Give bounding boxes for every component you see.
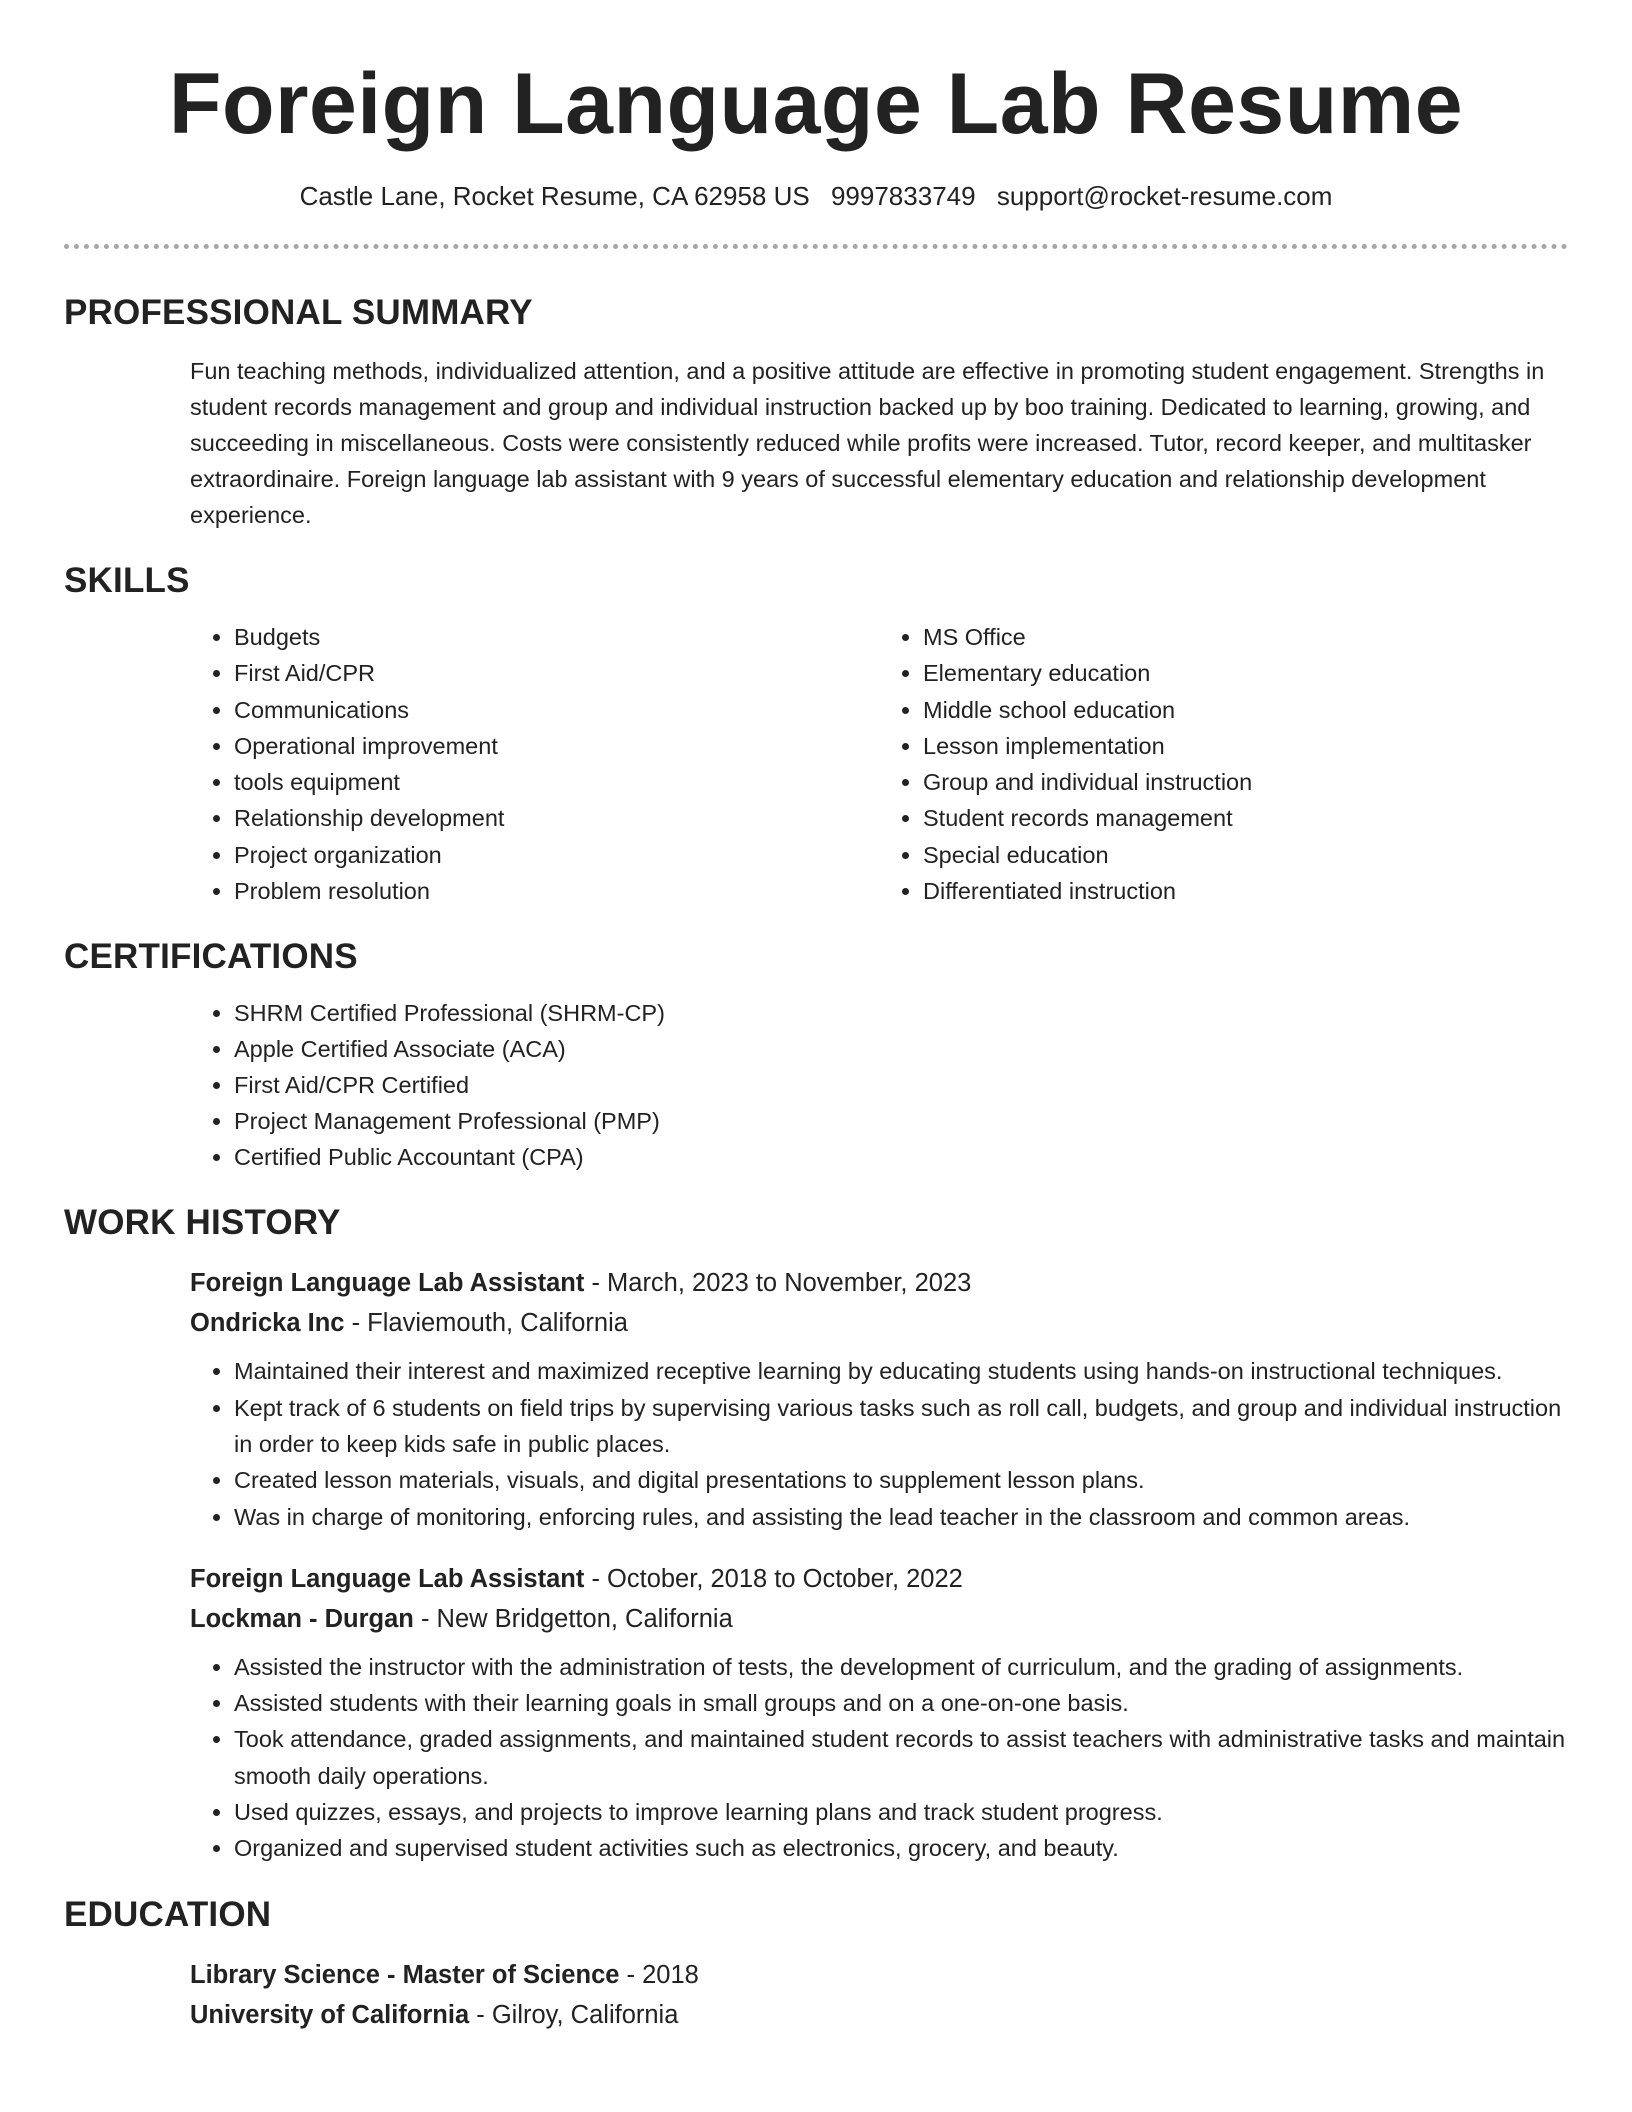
job-bullets: [190, 1353, 1568, 1534]
job-company: Ondricka Inc: [190, 1309, 345, 1338]
work-history-section: [64, 1263, 1568, 1866]
certifications-list: [190, 995, 1568, 1175]
job-bullet: • Maintained their interest and maximized receptive learning by educating students using hands-on instructional techniques.: [234, 1353, 1568, 1389]
skill-item: • Student records management: [923, 800, 1568, 836]
contact-email: support@rocket-resume.com: [996, 181, 1333, 211]
job-company-line: [190, 1303, 1568, 1343]
contact-line: [64, 178, 1568, 214]
certifications-section: [64, 995, 1568, 1175]
skill-item: • tools equipment: [234, 764, 879, 800]
skill-item: • Problem resolution: [234, 873, 879, 909]
job-bullet: • Kept track of 6 students on field trips by supervising various tasks such as roll call, budgets, and group and individual instruction in order to keep kids safe in public places.: [234, 1390, 1568, 1463]
education-school-line: [190, 1995, 1568, 2035]
summary-heading: PROFESSIONAL SUMMARY: [64, 293, 533, 332]
skill-item: • First Aid/CPR: [234, 655, 879, 691]
contact-phone: 9997833749: [830, 181, 976, 211]
resume-page: [64, 0, 1568, 2035]
job-location: - New Bridgetton, California: [413, 1604, 733, 1633]
education-entry: [190, 1955, 1568, 2035]
skill-item: • Group and individual instruction: [923, 764, 1568, 800]
education-heading: EDUCATION: [64, 1894, 272, 1934]
skill-item: • Operational improvement: [234, 728, 879, 764]
job-bullet: • Organized and supervised student activities such as electronics, grocery, and beauty.: [234, 1830, 1568, 1866]
skill-item: • Special education: [923, 837, 1568, 873]
job-dates: - October, 2018 to October, 2022: [584, 1564, 963, 1593]
skills-list-left: [190, 619, 879, 909]
summary-text: Fun teaching methods, individualized attention, and a positive attitude are effective in promoting student engagement. Strengths in student records management and group and individual instruction backed up by boo training. Dedicated to learning, growing, and succeeding in miscellaneous. Costs were consistently reduced while profits were increased. Tutor, record keeper, and multitasker extraordinaire. Foreign language lab assistant with 9 years of successful elementary education and relationship development experience.: [190, 358, 1545, 528]
skill-item: • Budgets: [234, 619, 879, 655]
job-title-line: [190, 1559, 1568, 1599]
certification-item: • Project Management Professional (PMP): [234, 1103, 1568, 1139]
contact-address: Castle Lane, Rocket Resume, CA 62958 US: [299, 181, 810, 211]
job-entry: [190, 1559, 1568, 1867]
education-school: University of California: [190, 2000, 470, 2029]
education-section: [64, 1955, 1568, 2035]
skill-item: • Middle school education: [923, 692, 1568, 728]
job-bullets: [190, 1649, 1568, 1867]
skills-section: [64, 619, 1568, 909]
job-bullet: • Created lesson materials, visuals, and digital presentations to supplement lesson plans.: [234, 1462, 1568, 1498]
job-bullet: • Assisted the instructor with the administration of tests, the development of curriculum, and the grading of assignments.: [234, 1649, 1568, 1685]
certification-item: • Certified Public Accountant (CPA): [234, 1139, 1568, 1175]
education-location: - Gilroy, California: [469, 2000, 679, 2029]
job-dates: - March, 2023 to November, 2023: [584, 1269, 972, 1298]
skill-item: • Differentiated instruction: [923, 873, 1568, 909]
education-degree-line: [190, 1955, 1568, 1995]
certification-item: • First Aid/CPR Certified: [234, 1067, 1568, 1103]
header-divider: [64, 244, 1568, 249]
education-year: - 2018: [619, 1960, 699, 1989]
certifications-heading: CERTIFICATIONS: [64, 937, 358, 977]
work-history-heading: WORK HISTORY: [64, 1203, 341, 1243]
certification-item: • Apple Certified Associate (ACA): [234, 1031, 1568, 1067]
skills-heading: SKILLS: [64, 561, 190, 600]
job-company: Lockman - Durgan: [190, 1604, 414, 1633]
job-entry: [190, 1263, 1568, 1534]
job-company-line: [190, 1599, 1568, 1639]
resume-title: Foreign Language Lab Resume: [168, 56, 1464, 152]
skills-list-right: [879, 619, 1568, 909]
skill-item: • Communications: [234, 692, 879, 728]
job-title-line: [190, 1263, 1568, 1303]
skills-grid: [190, 619, 1568, 909]
job-location: - Flaviemouth, California: [344, 1309, 628, 1338]
job-bullet: • Used quizzes, essays, and projects to improve learning plans and track student progress.: [234, 1794, 1568, 1830]
skill-item: • Relationship development: [234, 800, 879, 836]
job-bullet: • Assisted students with their learning goals in small groups and on a one-on-one basis.: [234, 1685, 1568, 1721]
certification-item: • SHRM Certified Professional (SHRM-CP): [234, 995, 1568, 1031]
job-bullet: • Took attendance, graded assignments, and maintained student records to assist teachers with administrative tasks and maintain smooth daily operations.: [234, 1721, 1568, 1794]
skill-item: • Lesson implementation: [923, 728, 1568, 764]
job-role: Foreign Language Lab Assistant: [190, 1269, 585, 1298]
skill-item: • Project organization: [234, 837, 879, 873]
job-role: Foreign Language Lab Assistant: [190, 1564, 585, 1593]
skill-item: • Elementary education: [923, 655, 1568, 691]
job-bullet: • Was in charge of monitoring, enforcing rules, and assisting the lead teacher in the classroom and common areas.: [234, 1499, 1568, 1535]
summary-section: [64, 353, 1568, 533]
education-degree: Library Science - Master of Science: [190, 1960, 620, 1989]
skill-item: • MS Office: [923, 619, 1568, 655]
